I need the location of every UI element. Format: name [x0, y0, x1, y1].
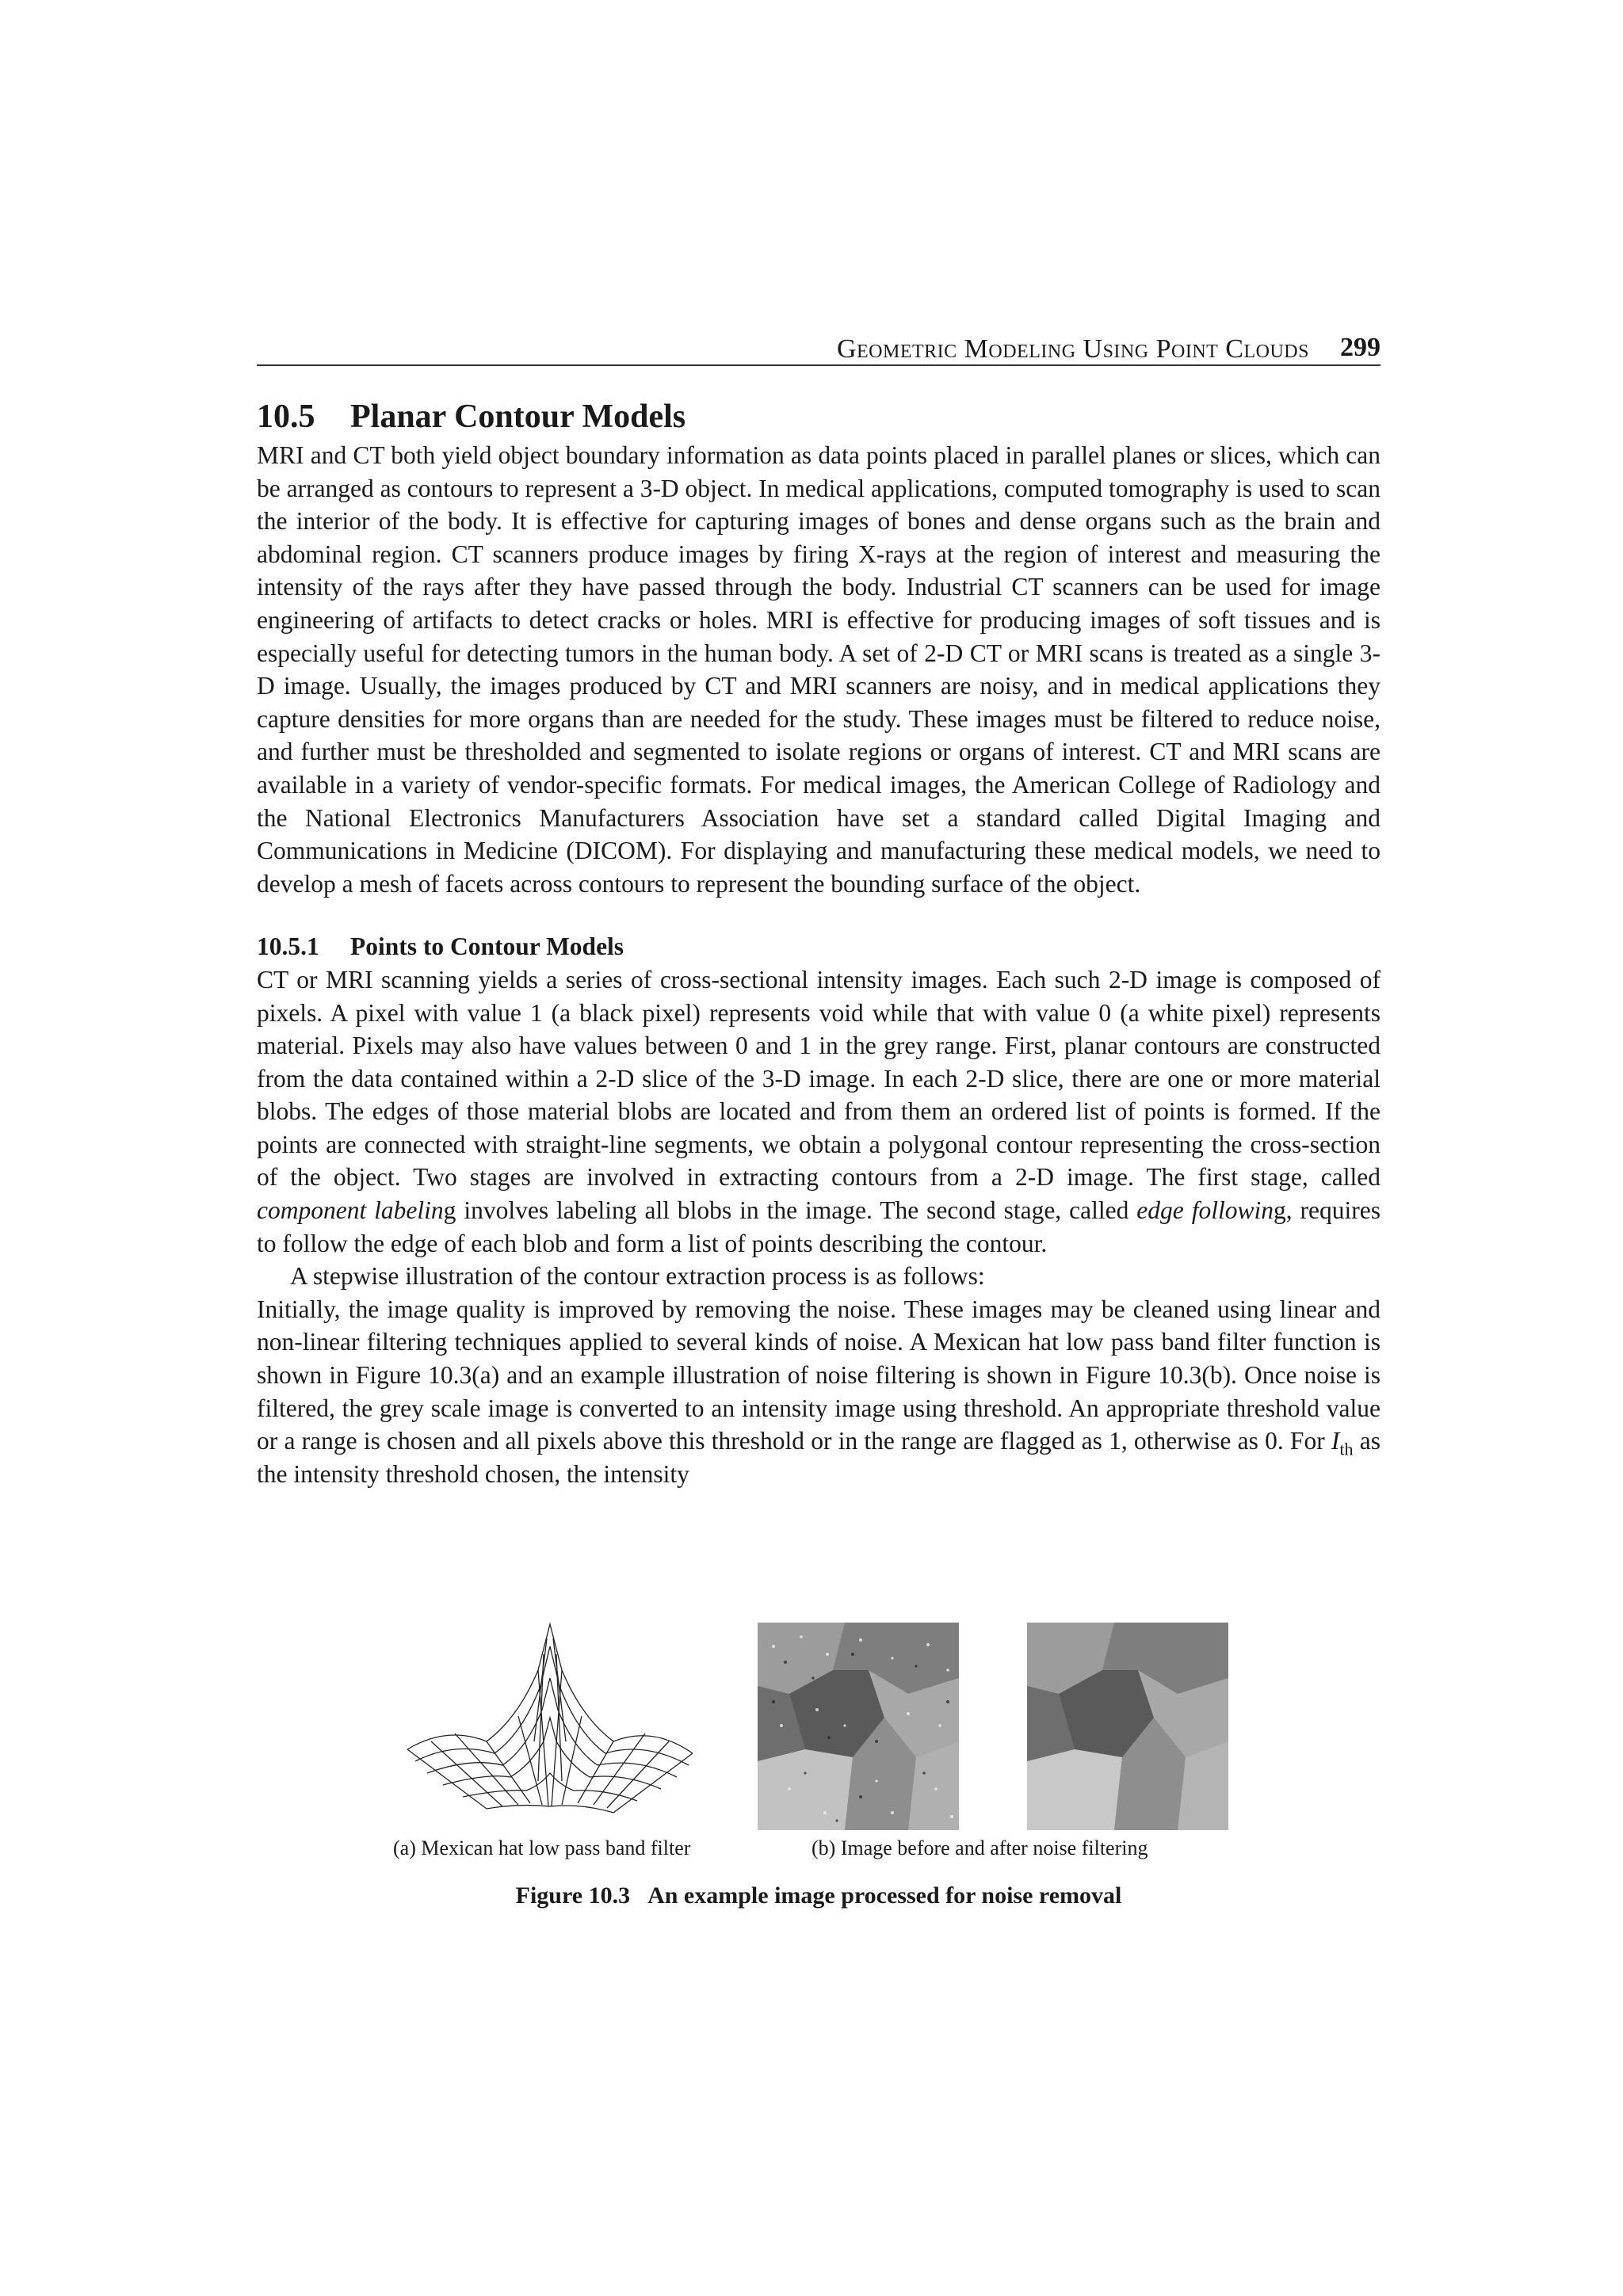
- figure-caption-text: An example image processed for noise removal: [647, 1882, 1122, 1909]
- section-title: Planar Contour Models: [350, 399, 686, 435]
- subcaption-a: (a) Mexican hat low pass band filter: [393, 1836, 691, 1859]
- paragraph-text: g, requires to follow the edge of each blob and form a list of points describing the contour.: [257, 1196, 1381, 1257]
- page-number: 299: [1340, 333, 1381, 362]
- paragraph-text: g involves labeling all blobs in the image. The second stage, called: [443, 1196, 1137, 1225]
- running-title: Geometric Modeling Using Point Clouds: [836, 334, 1309, 364]
- figure-10-3: [257, 1623, 1381, 1924]
- paragraph-text: Initially, the image quality is improved by removing the noise. These images may be cleaned using linear and non-linear filtering techniques applied to several kinds of noise. A Mexican hat low pass band filter function is shown in Figure 10.3(a) and an example illustration of noise filtering is shown in Figure 10.3(b). Once noise is filtered, the grey scale image is converted to an intensity image using threshold. An appropriate threshold value or a range is chosen and all pixels above this threshold or in the range are flagged as 1, otherwise as 0. For: [257, 1295, 1381, 1455]
- body-text: [257, 396, 1381, 1490]
- filtered-image: [1027, 1623, 1228, 1830]
- subsection-number: 10.5.1: [257, 933, 319, 961]
- mexican-hat-wireframe: [399, 1623, 701, 1821]
- term-component-labeling: component labelin: [257, 1196, 444, 1225]
- subcaption-b: (b) Image before and after noise filtering: [812, 1836, 1148, 1859]
- figure-label: Figure 10.3: [515, 1882, 631, 1909]
- section-number: 10.5: [257, 399, 315, 435]
- paragraph-text: CT or MRI scanning yields a series of cross-sectional intensity images. Each such 2-D image is composed of pixels. A pixel with value 1 (a black pixel) represents void while that with value 0 (a white pixel) represents material. Pixels may also have values between 0 and 1 in the grey range. First, planar contours are constructed from the data contained within a 2-D slice of the 3-D image. In each 2-D slice, there are one or more material blobs. The edges of those material blobs are located and from them an ordered list of points is formed. If the points are connected with straight-line segments, we obtain a polygonal contour representing the cross-section of the object. Two stages are involved in extracting contours from a 2-D image. The first stage, called: [257, 965, 1381, 1192]
- subsection-paragraph-2: A stepwise illustration of the contour extraction process is as follows:: [290, 1262, 985, 1291]
- figure-caption: [257, 1882, 1381, 1909]
- threshold-subscript: th: [1339, 1439, 1354, 1459]
- subsection-heading: [257, 930, 1381, 963]
- term-edge-following: edge followin: [1136, 1196, 1274, 1225]
- subsection-title: Points to Contour Models: [350, 933, 624, 961]
- paragraph-text: as the intensity threshold chosen, the intensity: [257, 1427, 1381, 1488]
- section-heading: [257, 396, 1381, 437]
- threshold-variable: I: [1331, 1427, 1340, 1455]
- section-paragraph: MRI and CT both yield object boundary information as data points placed in parallel planes or slices, which can be arranged as contours to represent a 3-D object. In medical applications, computed tomography is used to scan the interior of the body. It is effective for capturing images of bones and dense organs such as the brain and abdominal region. CT scanners produce images by firing X-rays at the region of interest and measuring the intensity of the rays after they have passed through the body. Industrial CT scanners can be used for image engineering of artifacts to detect cracks or holes. MRI is effective for producing images of soft tissues and is especially useful for detecting tumors in the human body. A set of 2-D CT or MRI scans is treated as a single 3-D image. Usually, the images produced by CT and MRI scanners are noisy, and in medical applications they capture densities for more organs than are needed for the study. These images must be filtered to reduce noise, and further must be thresholded and segmented to isolate regions or organs of interest. CT and MRI scans are available in a variety of vendor-specific formats. For medical images, the American College of Radiology and the National Electronics Manufacturers Association have set a standard called Digital Imaging and Communications in Medicine (DICOM). For displaying and manufacturing these medical models, we need to develop a mesh of facets across contours to represent the bounding surface of the object.: [257, 441, 1381, 898]
- subsection-paragraph-3: [257, 1293, 1381, 1491]
- subsection-paragraph-1: [257, 963, 1381, 1260]
- running-header: [257, 331, 1381, 366]
- noisy-image: [758, 1623, 959, 1830]
